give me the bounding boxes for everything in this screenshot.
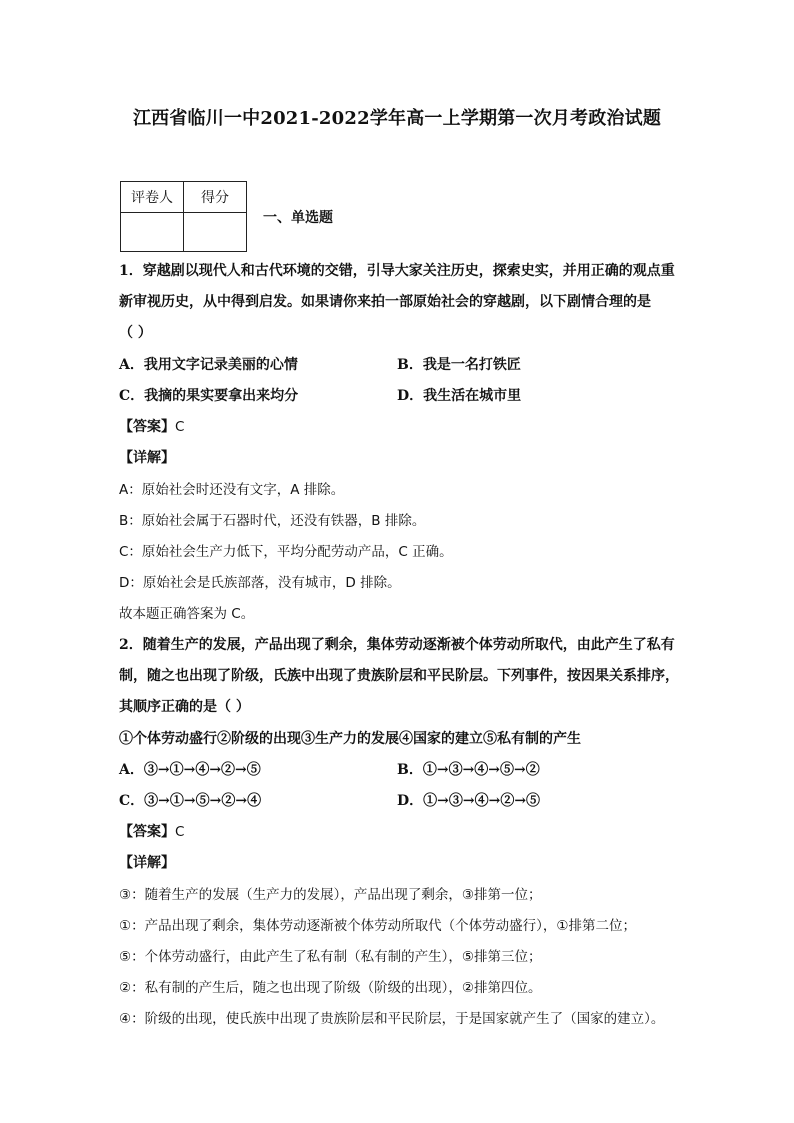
q2-detail-line: ④：阶级的出现，使氏族中出现了贵族阶层和平民阶层，于是国家就产生了（国家的建立）。 bbox=[119, 1011, 665, 1027]
answer-label: 【答案】 bbox=[119, 419, 175, 435]
q1-detail-line: B：原始社会属于石器时代，还没有铁器，B 排除。 bbox=[119, 513, 426, 529]
q2-detail-line: ②：私有制的产生后，随之也出现了阶级（阶级的出现），②排第四位。 bbox=[119, 980, 542, 996]
score-table bbox=[120, 181, 247, 252]
q2-option-a: A．③→①→④→②→⑤ bbox=[119, 762, 261, 778]
section-title: 一、单选题 bbox=[263, 210, 333, 226]
q2-detail-line: ①：产品出现了剩余，集体劳动逐渐被个体劳动所取代（个体劳动盛行），①排第二位； bbox=[119, 918, 636, 934]
score-header: 得分 bbox=[184, 182, 247, 213]
q2-detail-line: ⑤：个体劳动盛行，由此产生了私有制（私有制的产生），⑤排第三位； bbox=[119, 949, 542, 965]
q1-detail-line: A：原始社会时还没有文字，A 排除。 bbox=[119, 482, 345, 498]
q1-option-c: C．我摘的果实要拿出来均分 bbox=[119, 388, 299, 404]
answer-value: C bbox=[175, 824, 185, 840]
q2-stem-line: 制，随之也出现了阶级，氏族中出现了贵族阶层和平民阶层。下列事件，按因果关系排序， bbox=[119, 668, 679, 684]
q2-answer bbox=[119, 821, 184, 841]
q2-option-d: D．①→③→④→②→⑤ bbox=[397, 793, 541, 809]
q2-stem-line: 其顺序正确的是（ ） bbox=[119, 699, 250, 715]
q2-detail-label: 【详解】 bbox=[119, 855, 175, 871]
q2-option-b: B．①→③→④→⑤→② bbox=[397, 762, 540, 778]
q2-option-c: C．③→①→⑤→②→④ bbox=[119, 793, 262, 809]
q1-stem-line: 新审视历史，从中得到启发。如果请你来拍一部原始社会的穿越剧，以下剧情合理的是 bbox=[119, 294, 651, 310]
q1-option-a: A．我用文字记录美丽的心情 bbox=[119, 357, 298, 373]
grader-cell bbox=[121, 213, 184, 252]
answer-value: C bbox=[175, 419, 185, 435]
grader-header: 评卷人 bbox=[121, 182, 184, 213]
q1-option-d: D．我生活在城市里 bbox=[397, 388, 522, 404]
score-cell bbox=[184, 213, 247, 252]
answer-label: 【答案】 bbox=[119, 824, 175, 840]
q2-stem-line: 2．随着生产的发展，产品出现了剩余，集体劳动逐渐被个体劳动所取代，由此产生了私有 bbox=[119, 637, 675, 653]
q1-option-b: B．我是一名打铁匠 bbox=[397, 357, 521, 373]
q2-detail-line: ③：随着生产的发展（生产力的发展），产品出现了剩余，③排第一位； bbox=[119, 887, 542, 903]
q1-stem-line: （ ） bbox=[119, 325, 152, 341]
q1-detail-label: 【详解】 bbox=[119, 450, 175, 466]
q2-items-line: ①个体劳动盛行②阶级的出现③生产力的发展④国家的建立⑤私有制的产生 bbox=[119, 731, 581, 747]
page-title: 江西省临川一中2021-2022学年高一上学期第一次月考政治试题 bbox=[132, 108, 662, 129]
q1-conclusion: 故本题正确答案为 C。 bbox=[119, 606, 255, 622]
q1-answer bbox=[119, 416, 184, 436]
q1-detail-line: D：原始社会是氏族部落，没有城市，D 排除。 bbox=[119, 575, 401, 591]
q1-detail-line: C：原始社会生产力低下，平均分配劳动产品，C 正确。 bbox=[119, 544, 453, 560]
q1-stem-line: 1．穿越剧以现代人和古代环境的交错，引导大家关注历史，探索史实，并用正确的观点重 bbox=[119, 263, 675, 279]
